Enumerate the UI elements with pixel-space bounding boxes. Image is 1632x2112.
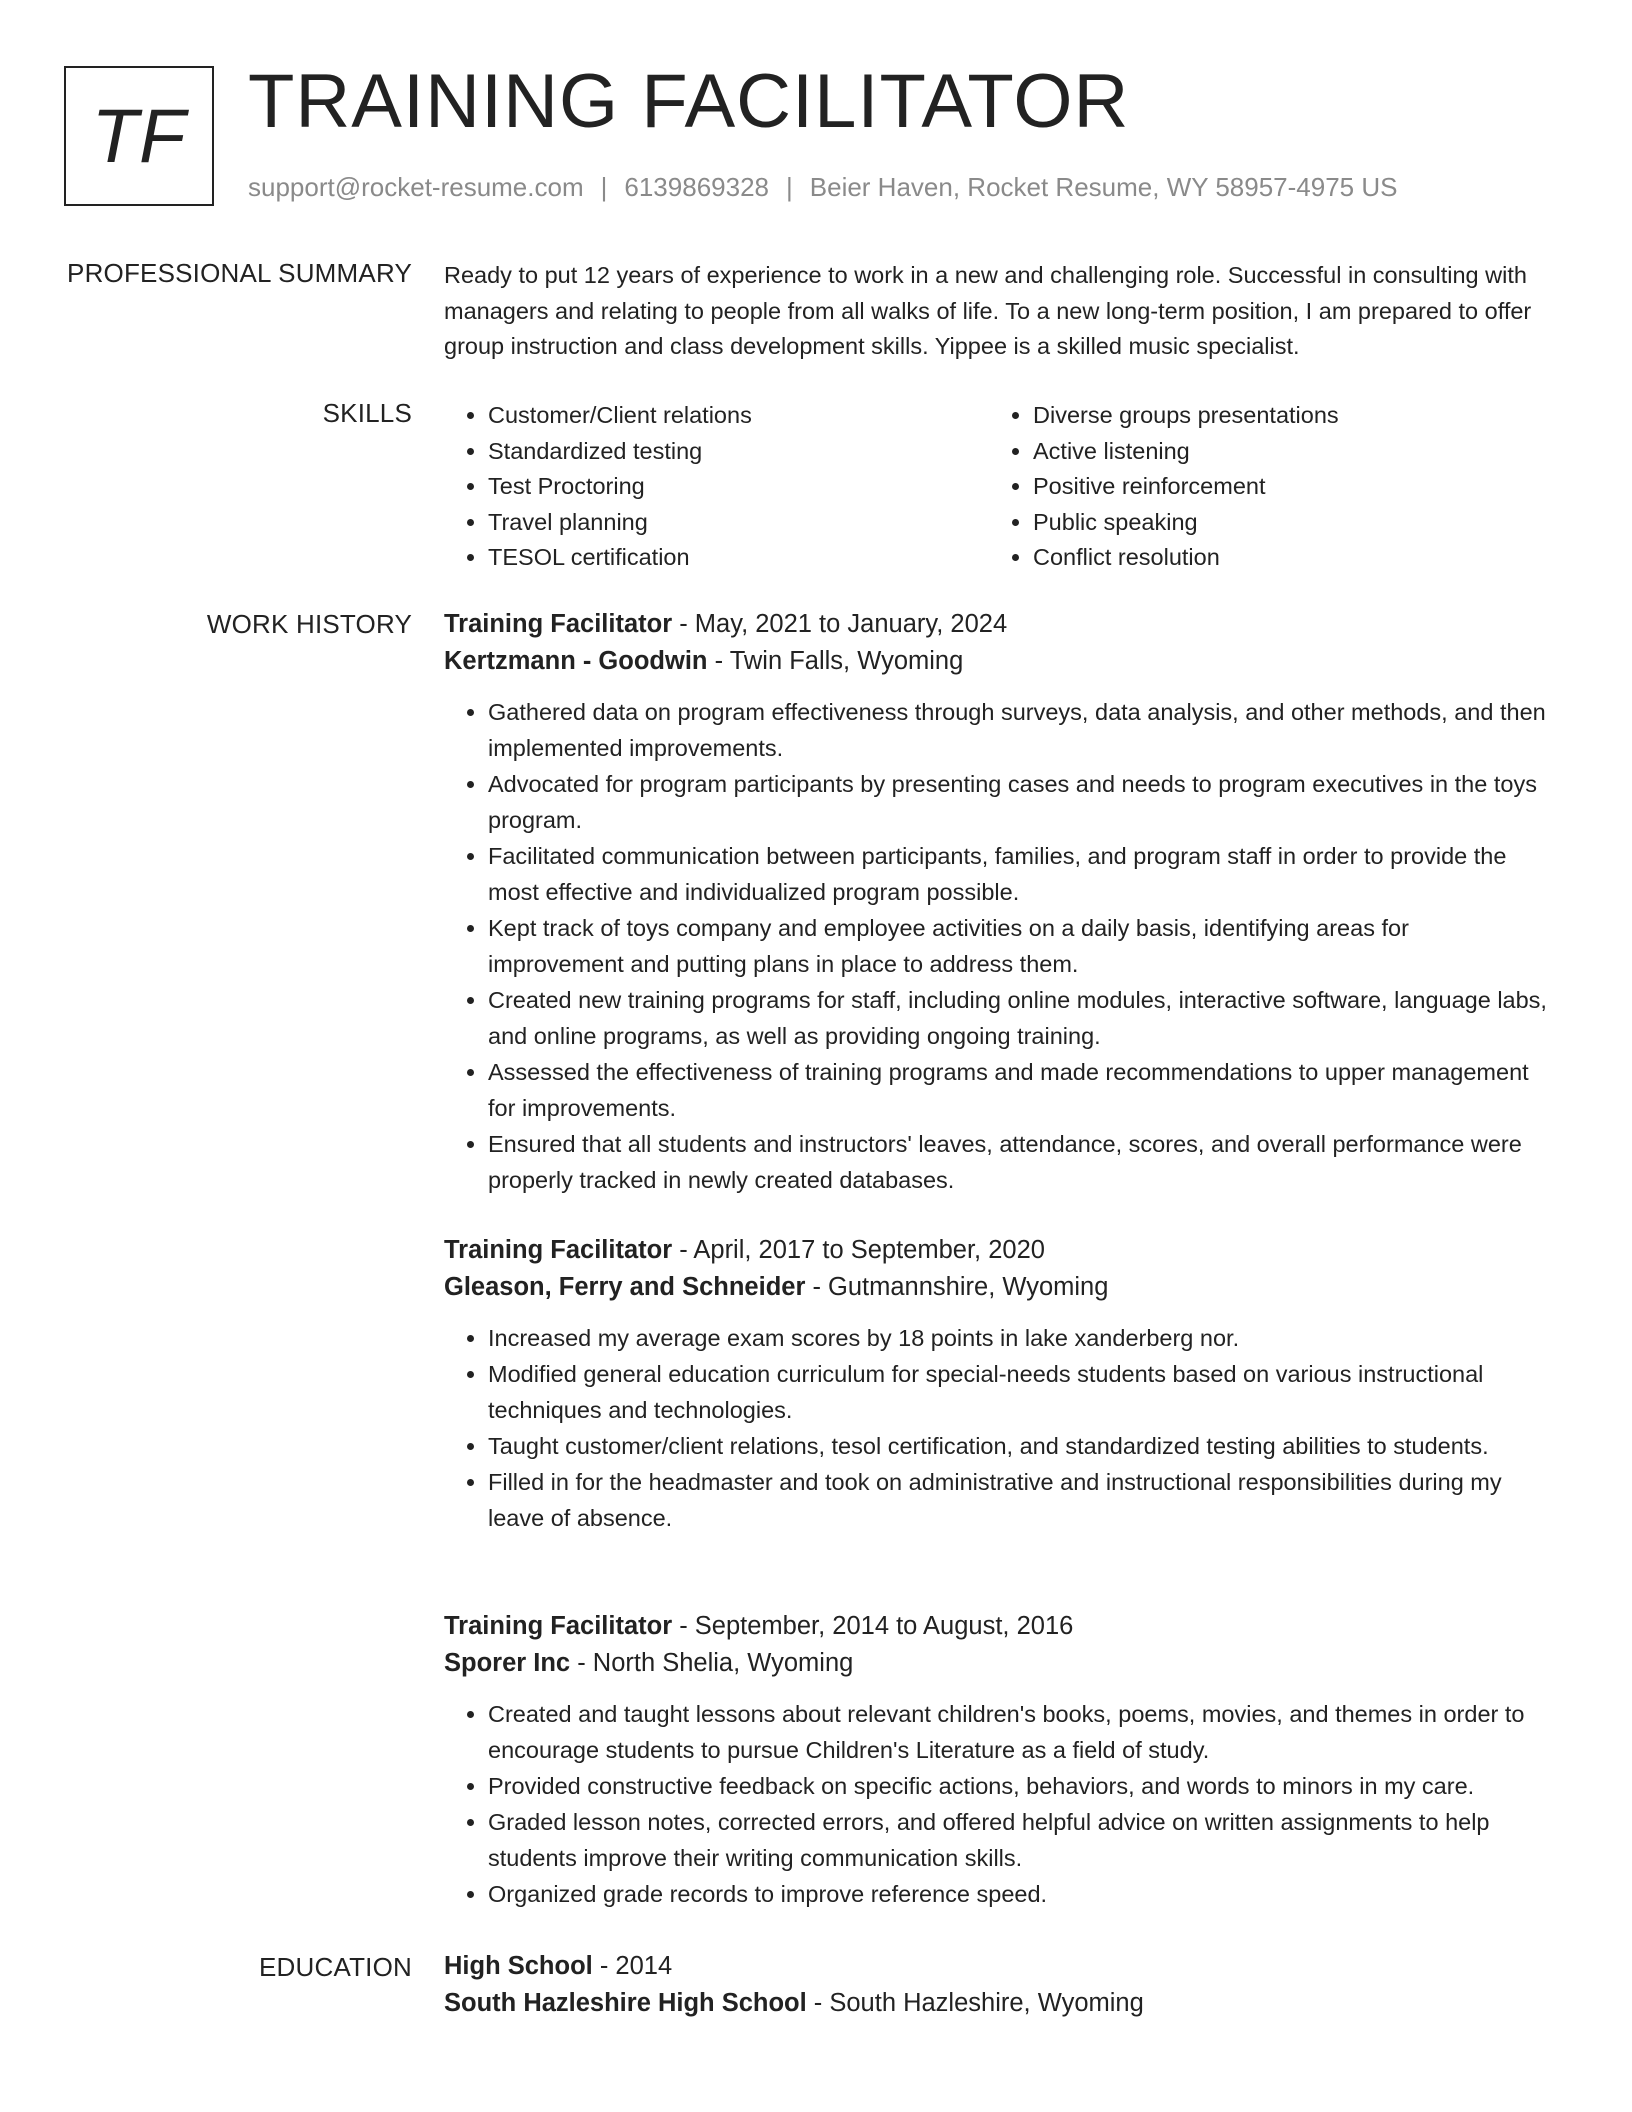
job-bullet: • Gathered data on program effectiveness through surveys, data analysis, and other methods, and then implemented improvements. — [488, 694, 1550, 766]
skills-content — [444, 398, 1550, 576]
skill-item: • Travel planning — [488, 505, 989, 541]
job-company-line — [444, 642, 1550, 680]
job-dates: - April, 2017 to September, 2020 — [672, 1236, 1045, 1264]
education-school-line — [444, 1984, 1550, 2022]
candidate-name: TRAINING FACILITATOR — [248, 59, 1130, 144]
job-title: Training Facilitator — [444, 1236, 673, 1264]
job-bullet: • Facilitated communication between participants, families, and program staff in order to provide the most effective and individualized program possible. — [488, 838, 1550, 910]
summary-label: PROFESSIONAL SUMMARY — [67, 258, 412, 288]
contact-email: support@rocket-resume.com — [248, 172, 584, 202]
job-bullet: • Created and taught lessons about relevant children's books, poems, movies, and themes in order to encourage students to pursue Children's Literature as a field of study. — [488, 1696, 1550, 1768]
job-bullet: • Increased my average exam scores by 18 points in lake xanderberg nor. — [488, 1320, 1550, 1356]
skill-item: • Conflict resolution — [1033, 540, 1534, 576]
summary-text: Ready to put 12 years of experience to work in a new and challenging role. Successful in consulting with managers and relating to people from all walks of life. To a new long-term position, I am prepared to offer group instruction and class development skills. Yippee is a skilled music specialist. — [444, 262, 1532, 359]
job-title-line — [444, 1232, 1550, 1268]
skill-item: • Positive reinforcement — [1033, 469, 1534, 505]
education-entry — [444, 1948, 1550, 2022]
education-year: - 2014 — [592, 1952, 673, 1980]
job-bullet: • Created new training programs for staff, including online modules, interactive software, language labs, and online programs, as well as providing ongoing training. — [488, 982, 1550, 1054]
job-bullet: • Assessed the effectiveness of training programs and made recommendations to upper management for improvements. — [488, 1054, 1550, 1126]
job-entry — [444, 1608, 1550, 1912]
skill-item: • Public speaking — [1033, 505, 1534, 541]
job-title: Training Facilitator — [444, 610, 673, 638]
job-bullet: • Advocated for program participants by presenting cases and needs to program executives in the toys program. — [488, 766, 1550, 838]
job-location: - North Shelia, Wyoming — [570, 1649, 854, 1677]
skill-item: • Active listening — [1033, 434, 1534, 470]
education-degree: High School — [444, 1952, 593, 1980]
job-company: Sporer Inc — [444, 1649, 571, 1677]
job-bullet: • Taught customer/client relations, tesol certification, and standardized testing abilities to students. — [488, 1428, 1550, 1464]
job-bullets — [444, 1696, 1550, 1912]
contact-separator: | — [786, 172, 793, 202]
education-label: EDUCATION — [259, 1952, 412, 1982]
skills-label: SKILLS — [322, 398, 412, 428]
job-company-line — [444, 1644, 1550, 1682]
job-title-line — [444, 1608, 1550, 1644]
education-location: - South Hazleshire, Wyoming — [806, 1989, 1144, 2017]
skill-item: • Diverse groups presentations — [1033, 398, 1534, 434]
summary-content — [444, 258, 1550, 365]
skill-item: • Standardized testing — [488, 434, 989, 470]
skill-item: • TESOL certification — [488, 540, 989, 576]
contact-line — [248, 172, 1397, 203]
skills-list-right — [989, 398, 1534, 576]
job-bullet: • Modified general education curriculum for special-needs students based on various instructional techniques and technologies. — [488, 1356, 1550, 1428]
job-bullet: • Kept track of toys company and employee activities on a daily basis, identifying areas for improvement and putting plans in place to address them. — [488, 910, 1550, 982]
job-bullets — [444, 694, 1550, 1198]
job-location: - Gutmannshire, Wyoming — [805, 1273, 1109, 1301]
job-entry — [444, 606, 1550, 1198]
job-bullet: • Organized grade records to improve reference speed. — [488, 1876, 1550, 1912]
monogram-logo: TF — [64, 66, 214, 206]
contact-separator: | — [600, 172, 608, 202]
job-company: Kertzmann - Goodwin — [444, 647, 708, 675]
contact-address: Beier Haven, Rocket Resume, WY 58957-4975 US — [809, 172, 1398, 202]
job-bullet: • Provided constructive feedback on specific actions, behaviors, and words to minors in my care. — [488, 1768, 1550, 1804]
job-company-line — [444, 1268, 1550, 1306]
job-bullet: • Graded lesson notes, corrected errors, and offered helpful advice on written assignments to help students improve their writing communication skills. — [488, 1804, 1550, 1876]
job-entry — [444, 1232, 1550, 1536]
education-school: South Hazleshire High School — [444, 1989, 807, 2017]
job-company: Gleason, Ferry and Schneider — [444, 1273, 806, 1301]
job-bullet: • Filled in for the headmaster and took on administrative and instructional responsibilities during my leave of absence. — [488, 1464, 1550, 1536]
skill-item: • Customer/Client relations — [488, 398, 989, 434]
job-title: Training Facilitator — [444, 1612, 673, 1640]
job-bullets — [444, 1320, 1550, 1536]
work-history-label: WORK HISTORY — [206, 609, 412, 639]
job-location: - Twin Falls, Wyoming — [707, 647, 964, 675]
skills-list-left — [444, 398, 989, 576]
education-degree-line — [444, 1948, 1550, 1984]
job-bullet: • Ensured that all students and instructors' leaves, attendance, scores, and overall performance were properly tracked in newly created databases. — [488, 1126, 1550, 1198]
skill-item: • Test Proctoring — [488, 469, 989, 505]
job-dates: - September, 2014 to August, 2016 — [672, 1612, 1074, 1640]
job-title-line — [444, 606, 1550, 642]
contact-phone: 6139869328 — [624, 172, 769, 202]
job-dates: - May, 2021 to January, 2024 — [672, 610, 1008, 638]
